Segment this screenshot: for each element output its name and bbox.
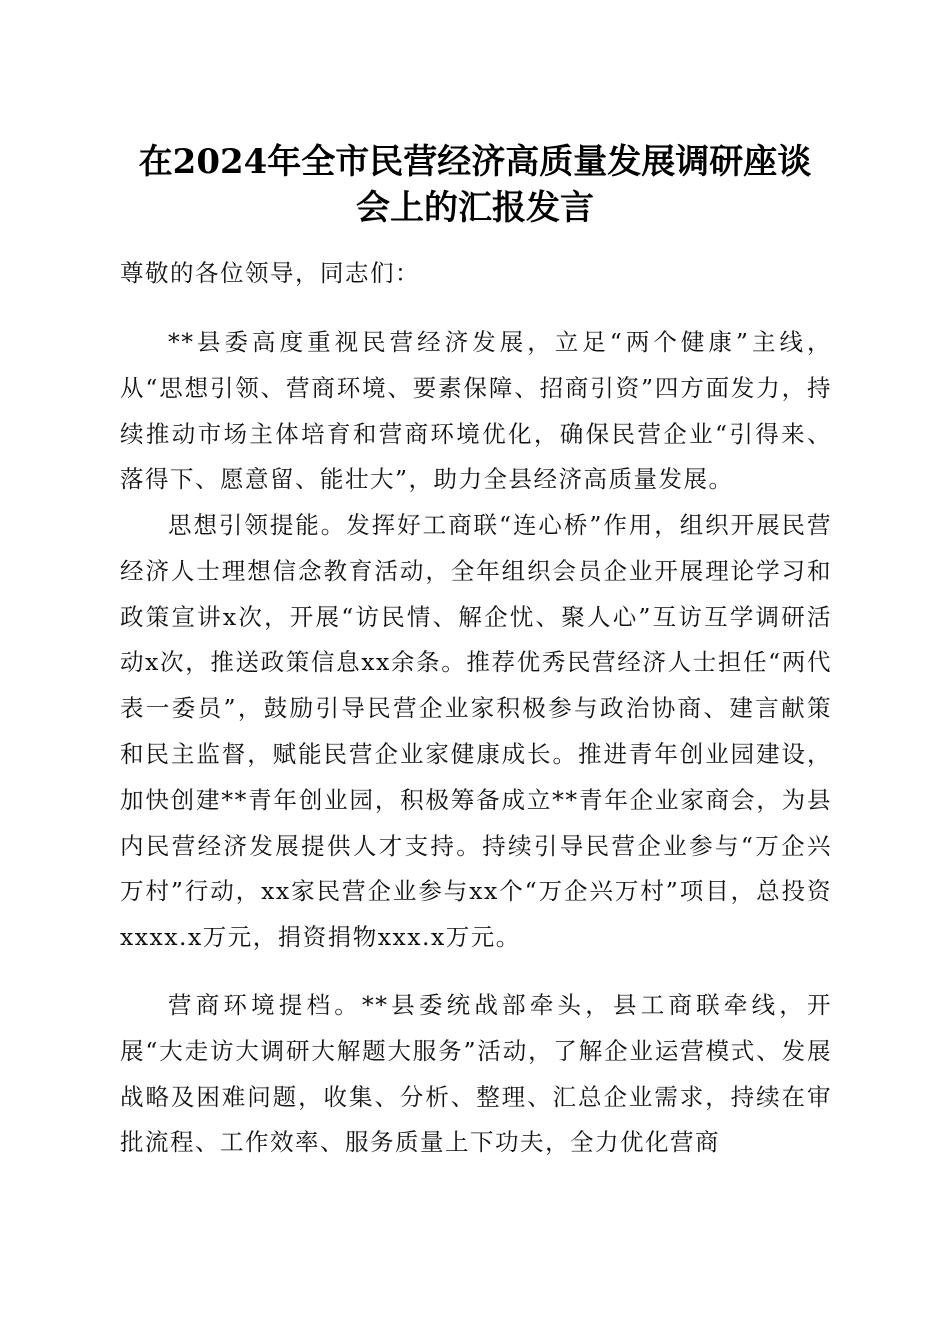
salutation: 尊敬的各位领导，同志们： <box>120 259 420 287</box>
paragraph-business-environment: 营商环境提档。**县委统战部牵头，县工商联牵线，开展“大走访大调研大解题大服务”活动，了解企业运营模式、发展战略及困难问题，收集、分析、整理、汇总企业需求，持续在审批流程、工作效率、服务质量上下功夫，全力优化营商 <box>120 991 832 1157</box>
paragraph-thought-guidance: 思想引领提能。发挥好工商联“连心桥”作用，组织开展民营经济人士理想信念教育活动，全年组织会员企业开展理论学习和政策宣讲x次，开展“访民情、解企忧、聚人心”互访互学调研活动x次，推送政策信息xx余条。推荐优秀民营经济人士担任“两代表一委员”，鼓励引导民营企业家积极参与政治协商、建言献策和民主监督，赋能民营企业家健康成长。推进青年创业园建设，加快创建**青年创业园，积极筹备成立**青年企业家商会，为县内民营经济发展提供人才支持。持续引导民营企业参与“万企兴万村”行动，xx家民营企业参与xx个“万企兴万村”项目，总投资xxxx.x万元，捐资捐物xxx.x万元。 <box>120 511 832 952</box>
document-title-line-1: 在2024年全市民营经济高质量发展调研座谈 <box>138 142 812 182</box>
document-title-line-2: 会上的汇报发言 <box>356 188 594 228</box>
paragraph-intro: **县委高度重视民营经济发展，立足“两个健康”主线，从“思想引领、营商环境、要素保障、招商引资”四方面发力，持续推动市场主体培育和营商环境优化，确保民营企业“引得来、落得下、愿意留、能壮大”，助力全县经济高质量发展。 <box>120 328 832 494</box>
